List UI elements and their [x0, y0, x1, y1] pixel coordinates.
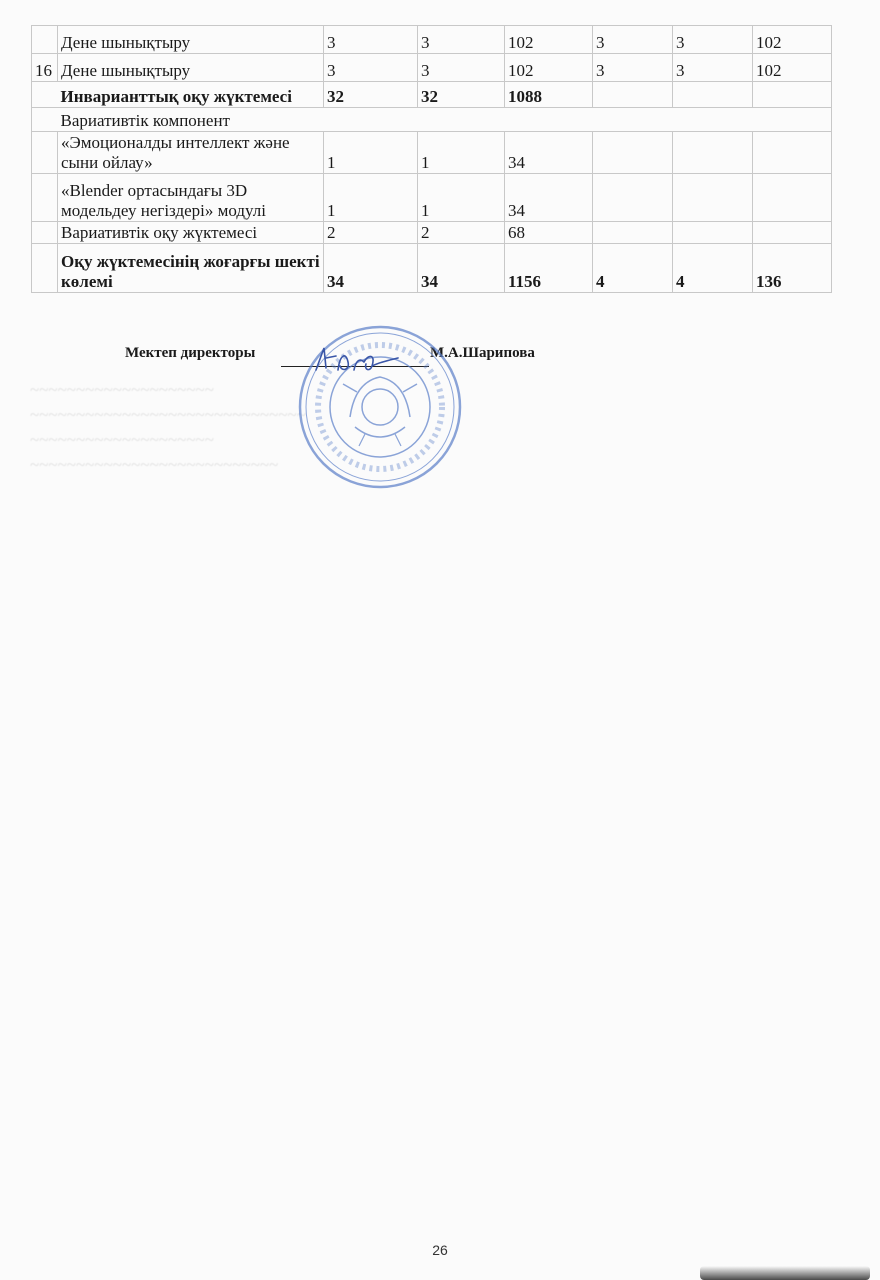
- hours-cell: [673, 222, 753, 244]
- hours-cell: 32: [418, 82, 505, 108]
- section-heading-cell: Вариативтік компонент: [58, 108, 832, 132]
- table-row: [32, 54, 832, 82]
- hours-cell: 2: [418, 222, 505, 244]
- row-number-cell: [32, 244, 58, 293]
- hours-cell: 1156: [505, 244, 593, 293]
- table-row: [32, 244, 832, 293]
- curriculum-table: [31, 25, 832, 293]
- hours-cell: 68: [505, 222, 593, 244]
- hours-cell: 1088: [505, 82, 593, 108]
- scan-edge-shadow: [700, 1266, 870, 1280]
- hours-cell: [673, 82, 753, 108]
- hours-cell: 34: [505, 132, 593, 174]
- hours-cell: 1: [324, 174, 418, 222]
- hours-cell: 34: [418, 244, 505, 293]
- hours-cell: [753, 82, 832, 108]
- hours-cell: 4: [593, 244, 673, 293]
- row-number-cell: [32, 26, 58, 54]
- subject-cell: Дене шынықтыру: [58, 26, 324, 54]
- hours-cell: [753, 222, 832, 244]
- hours-cell: 34: [324, 244, 418, 293]
- hours-cell: 2: [324, 222, 418, 244]
- subject-cell: «Blender ортасындағы 3D модельдеу негіздері» модулі: [58, 174, 324, 222]
- row-number-cell: 16: [32, 54, 58, 82]
- bleed-through-text: ~~~~~~~~~~~~~~~~~~~~ ~~~~~~~~~~~~~~~~~~~~~~~~~~~~~~ ~~~~~~~~~~~~~~~~~~~~ ~~~~~~~~~~~~~~~~~~~~~~~~~~~: [30, 380, 306, 474]
- hours-cell: 3: [673, 26, 753, 54]
- hours-cell: 1: [418, 174, 505, 222]
- table-row: [32, 132, 832, 174]
- hours-cell: 3: [418, 54, 505, 82]
- hours-cell: 34: [505, 174, 593, 222]
- signatory-name: М.А.Шарипова: [430, 345, 535, 361]
- subject-cell: «Эмоционалды интеллект және сыни ойлау»: [58, 132, 324, 174]
- table-cell: [32, 108, 58, 132]
- hours-cell: 3: [593, 54, 673, 82]
- row-number-cell: [32, 174, 58, 222]
- hours-cell: [753, 132, 832, 174]
- table-row: [32, 108, 832, 132]
- hours-cell: 1: [324, 132, 418, 174]
- signature-label: Мектеп директоры: [125, 345, 256, 361]
- hours-cell: [673, 132, 753, 174]
- row-number-cell: [32, 222, 58, 244]
- row-number-cell: [32, 132, 58, 174]
- hours-cell: 136: [753, 244, 832, 293]
- page-number: 26: [432, 1242, 448, 1258]
- hours-cell: 3: [593, 26, 673, 54]
- subject-cell: Вариативтік оқу жүктемесі: [58, 222, 324, 244]
- hours-cell: 3: [418, 26, 505, 54]
- subject-cell: Оқу жүктемесінің жоғарғы шекті көлемі: [58, 244, 324, 293]
- hours-cell: [753, 174, 832, 222]
- table-row: [32, 222, 832, 244]
- hours-cell: 3: [324, 54, 418, 82]
- handwritten-signature: [310, 340, 400, 380]
- hours-cell: 1: [418, 132, 505, 174]
- hours-cell: 102: [753, 54, 832, 82]
- hours-cell: 102: [505, 54, 593, 82]
- hours-cell: [593, 222, 673, 244]
- hours-cell: [593, 132, 673, 174]
- hours-cell: [593, 82, 673, 108]
- table-row: [32, 26, 832, 54]
- table-row: [32, 174, 832, 222]
- row-number-cell: [32, 82, 58, 108]
- table-row: [32, 82, 832, 108]
- hours-cell: 4: [673, 244, 753, 293]
- hours-cell: [593, 174, 673, 222]
- subject-cell: Инварианттық оқу жүктемесі: [58, 82, 324, 108]
- hours-cell: 32: [324, 82, 418, 108]
- hours-cell: [673, 174, 753, 222]
- hours-cell: 102: [753, 26, 832, 54]
- hours-cell: 102: [505, 26, 593, 54]
- hours-cell: 3: [673, 54, 753, 82]
- hours-cell: 3: [324, 26, 418, 54]
- subject-cell: Дене шынықтыру: [58, 54, 324, 82]
